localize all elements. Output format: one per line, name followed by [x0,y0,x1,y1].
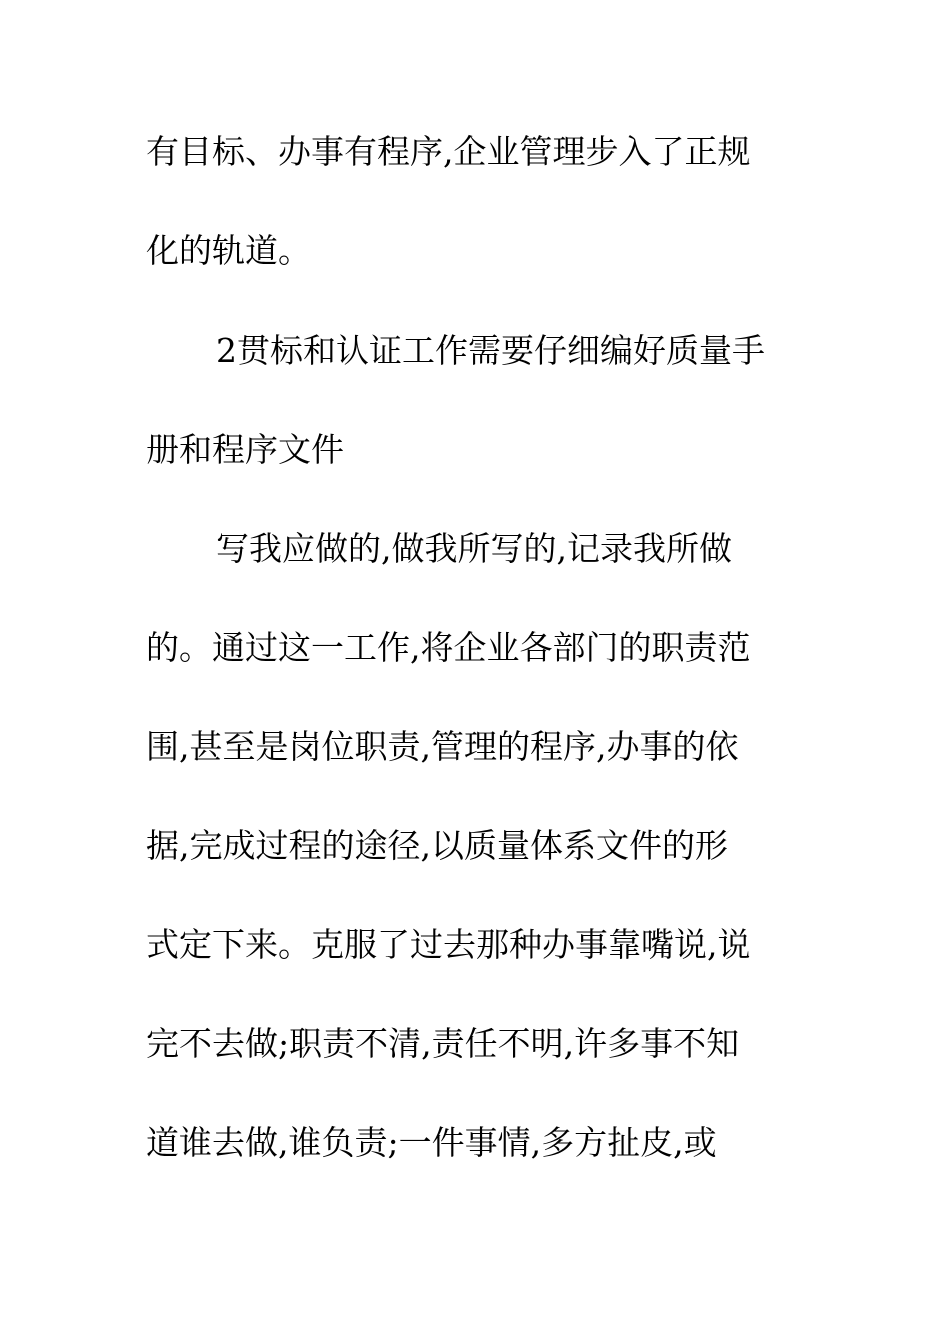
body-text-line: 有目标、办事有程序,企业管理步入了正规 [146,132,751,171]
section-heading-continuation: 册和程序文件 [146,430,344,469]
body-text-line: 围,甚至是岗位职责,管理的程序,办事的依 [146,727,739,766]
section-heading: 2贯标和认证工作需要仔细编好质量手 [216,331,765,370]
body-text-line: 式定下来。克服了过去那种办事靠嘴说,说 [146,925,751,964]
body-text-line: 据,完成过程的途径,以质量体系文件的形 [146,826,728,865]
body-text-line: 完不去做;职责不清,责任不明,许多事不知 [146,1024,740,1063]
body-text-line: 的。通过这一工作,将企业各部门的职责范 [146,628,751,667]
body-text-line: 写我应做的,做我所写的,记录我所做 [216,529,732,568]
body-text-line: 道谁去做,谁负责;一件事情,多方扯皮,或 [146,1123,717,1162]
body-text-line: 化的轨道。 [146,231,311,270]
